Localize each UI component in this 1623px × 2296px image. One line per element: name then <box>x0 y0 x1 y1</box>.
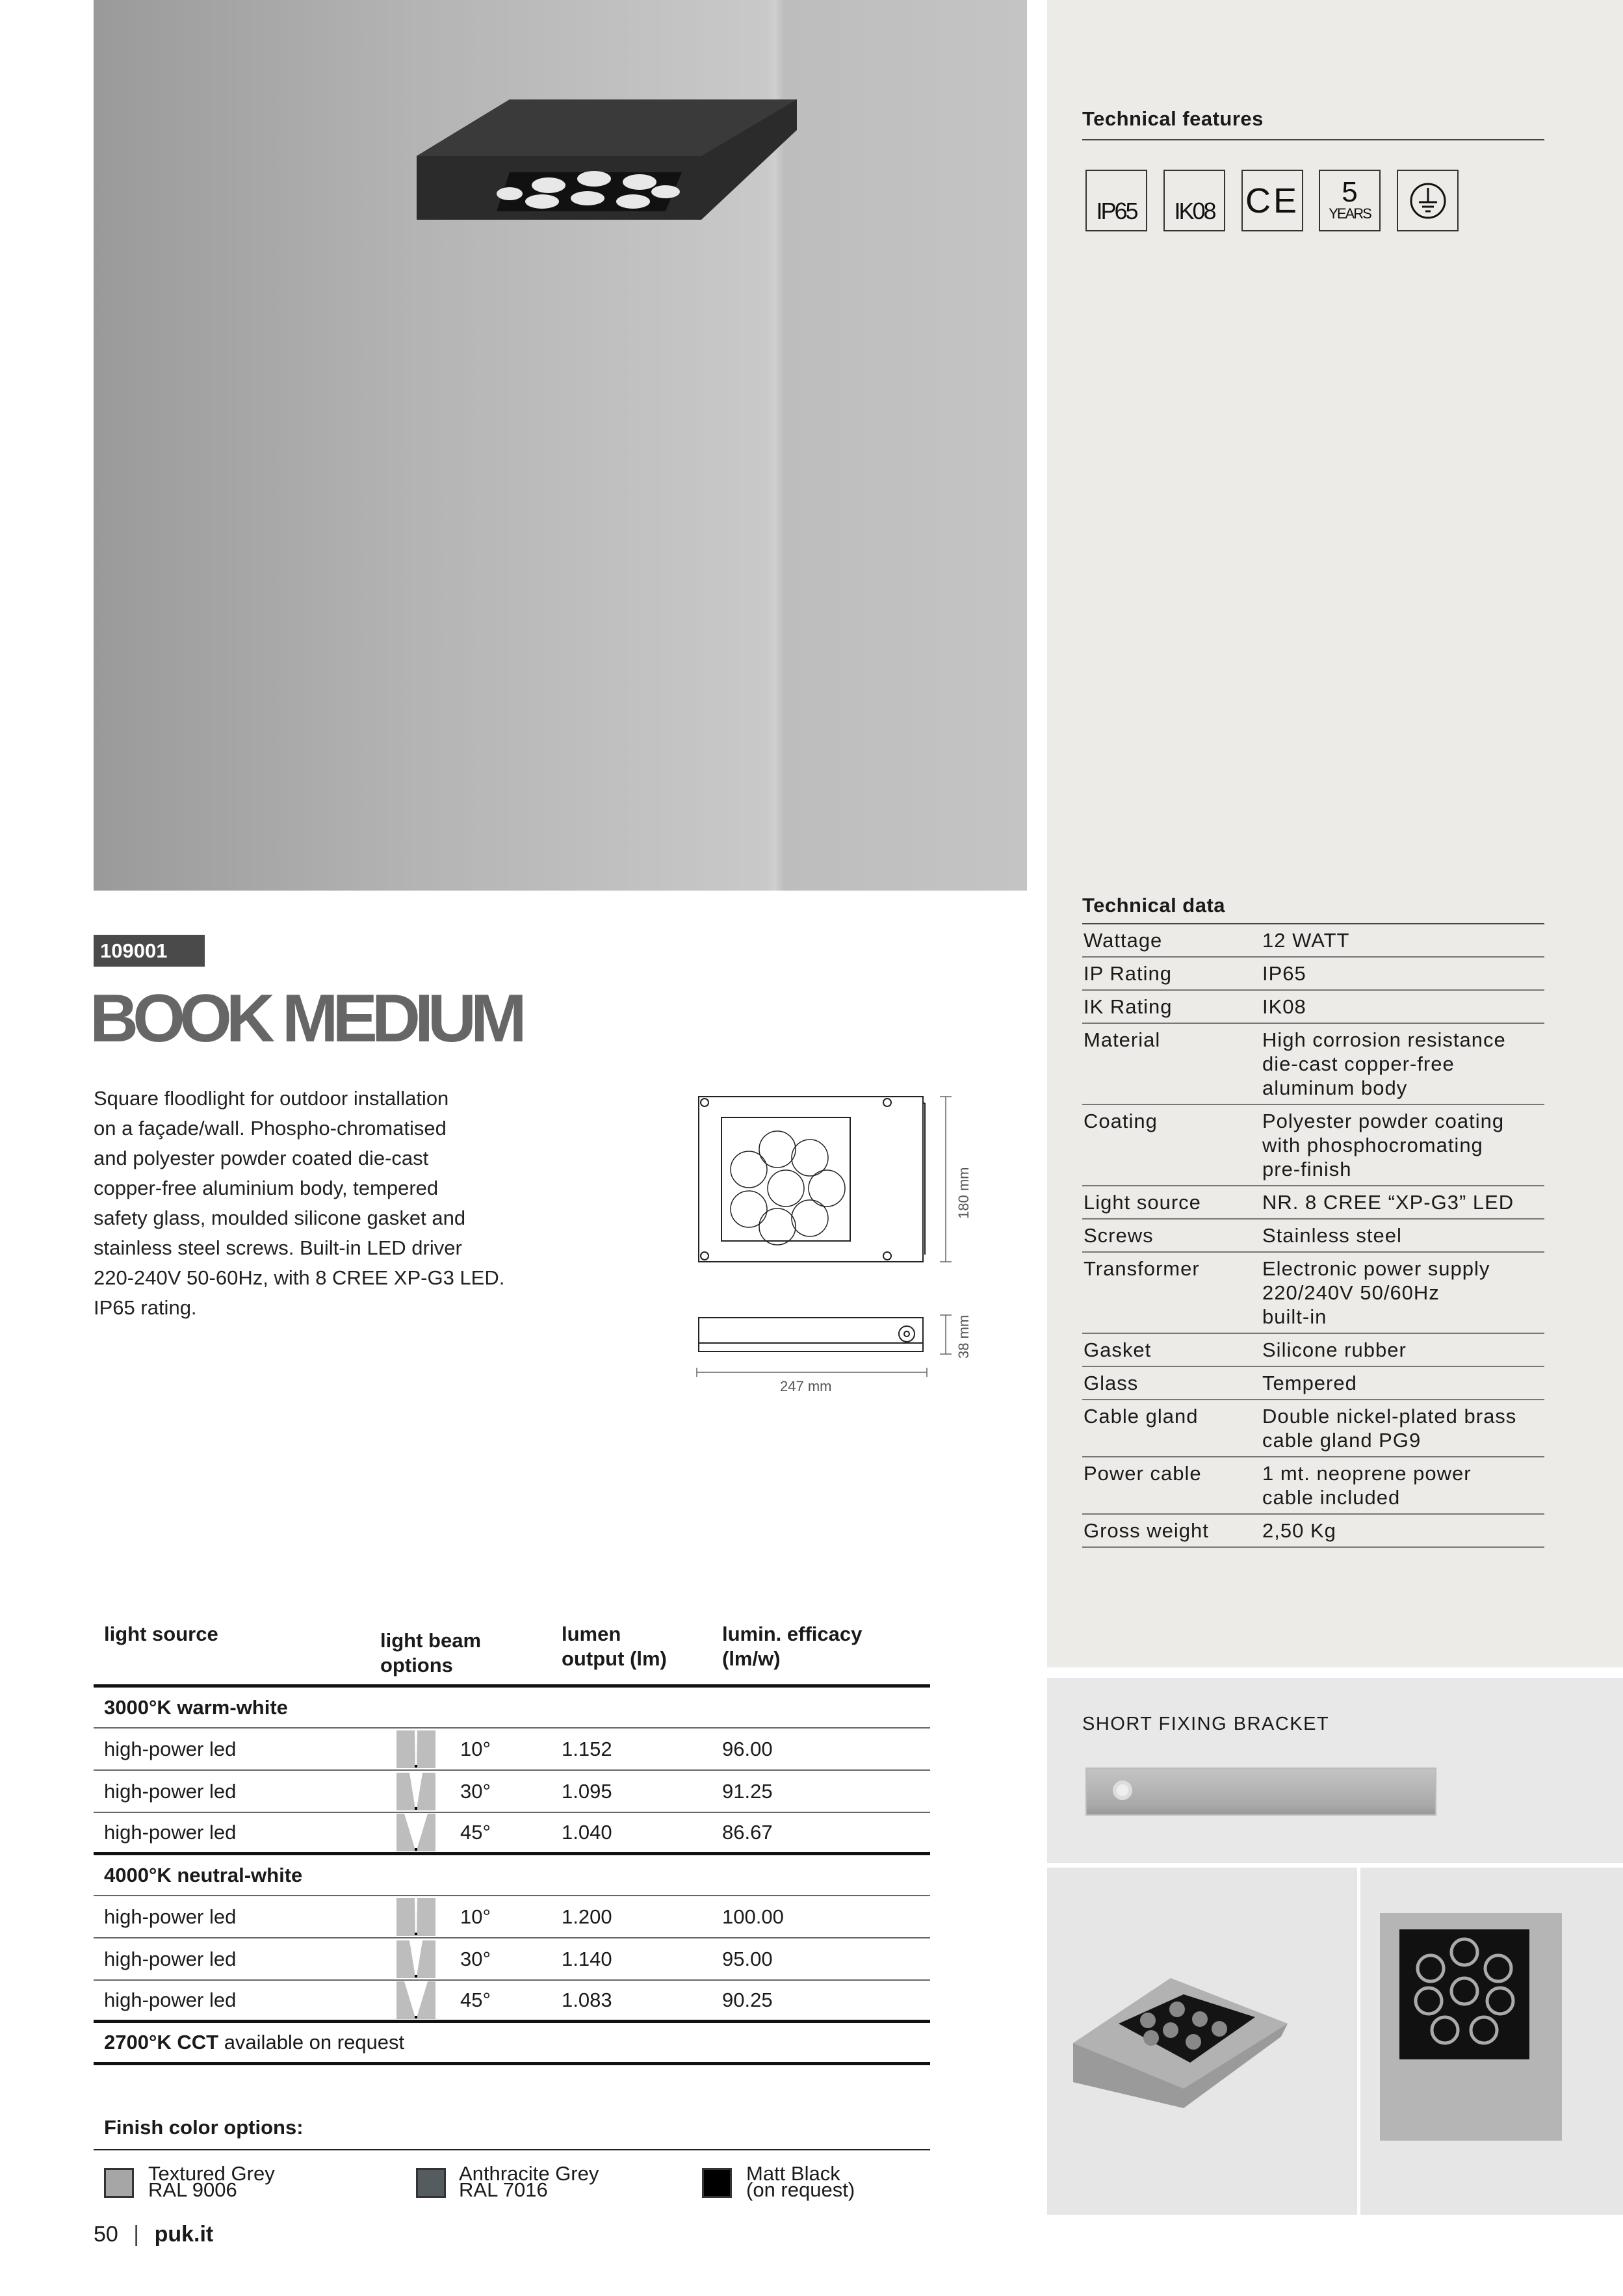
spec-label: IK Rating <box>1084 995 1173 1018</box>
light-source: high-power led <box>104 1779 237 1803</box>
spec-label: Power cable <box>1084 1462 1202 1485</box>
spec-row <box>1082 991 1544 1024</box>
ce-mark-icon: CE <box>1241 170 1303 231</box>
beam-angle-icon <box>396 1814 435 1851</box>
product-photo-angled <box>1047 1868 1357 2215</box>
light-source: high-power led <box>104 1989 237 2011</box>
beam-angle: 10° <box>460 1737 491 1760</box>
spec-label: Light source <box>1084 1191 1201 1214</box>
beam-angle-icon <box>396 1773 435 1810</box>
ip65-icon: IP65 <box>1085 170 1147 231</box>
luminous-efficacy: 86.67 <box>722 1821 773 1844</box>
finish-color-options <box>94 2116 930 2201</box>
technical-features-heading: Technical features <box>1082 107 1264 130</box>
light-source: high-power led <box>104 1737 237 1760</box>
right-spec-panel <box>1047 0 1623 1667</box>
spec-row <box>1082 1024 1544 1105</box>
cct-note: 2700°K CCT available on request <box>94 2023 930 2065</box>
light-source: high-power led <box>104 1905 237 1928</box>
table-header: light source light beam options lumen output (lm) lumin. efficacy (lm/w) <box>94 1622 930 1688</box>
light-source-table <box>94 1622 930 2065</box>
spec-value: NR. 8 CREE “XP-G3” LED <box>1262 1191 1514 1214</box>
spec-value: 2,50 Kg <box>1262 1519 1336 1542</box>
beam-angle-icon <box>396 1981 435 2019</box>
spec-label: IP Rating <box>1084 962 1172 985</box>
swatch-matt-black <box>702 2168 732 2198</box>
five-years-warranty-icon: 5 YEARS <box>1319 170 1381 231</box>
spec-label: Transformer <box>1084 1257 1200 1280</box>
color-temp-group: 4000°K neutral-white <box>94 1855 930 1896</box>
product-title: BOOK MEDIUM <box>90 981 521 1056</box>
spec-value: 12 WATT <box>1262 929 1350 952</box>
page-footer: 50 | puk.it <box>94 2222 214 2247</box>
product-code-badge: 109001 <box>94 935 205 967</box>
spec-row <box>1082 1220 1544 1253</box>
beam-angle: 10° <box>460 1905 491 1928</box>
lumen-output: 1.095 <box>562 1779 612 1803</box>
spec-value: Silicone rubber <box>1262 1338 1407 1361</box>
color-temp-group: 3000°K warm-white <box>94 1688 930 1729</box>
spec-label: Cable gland <box>1084 1405 1199 1428</box>
spec-value: Double nickel-plated brass cable gland PG9 <box>1262 1405 1517 1452</box>
light-source: high-power led <box>104 1947 237 1970</box>
spec-value: High corrosion resistance die-cast copper-free aluminum body <box>1262 1028 1506 1099</box>
spec-value: Stainless steel <box>1262 1224 1402 1247</box>
swatch-label: Anthracite Grey RAL 7016 <box>459 2162 599 2201</box>
spec-row <box>1082 1105 1544 1186</box>
table-row <box>94 1981 930 2023</box>
lumen-output: 1.200 <box>562 1905 612 1928</box>
lumen-output: 1.040 <box>562 1821 612 1844</box>
spec-label: Gasket <box>1084 1338 1152 1361</box>
beam-angle: 45° <box>460 1989 491 2011</box>
product-description: Square floodlight for outdoor installation on a façade/wall. Phospho-chromatised and polyester powder coated die-cast copper-free aluminium body, tempered safety glass, moulded silicone gasket and stainless steel screws. Built-in LED driver 220-240V 50-60Hz, with 8 CREE XP-G3 LED. IP65 rating. <box>94 1087 505 1319</box>
beam-angle: 30° <box>460 1779 491 1803</box>
lumen-output: 1.140 <box>562 1947 612 1970</box>
fixing-bracket-image <box>1085 1768 1436 1816</box>
table-row <box>94 1729 930 1771</box>
spec-label: Material <box>1084 1028 1161 1051</box>
height-dimension-label: 180 mm <box>955 1167 972 1219</box>
dimension-drawing <box>682 1066 975 1404</box>
spec-value: 1 mt. neoprene power cable included <box>1262 1462 1472 1509</box>
table-row <box>94 1896 930 1938</box>
luminous-efficacy: 100.00 <box>722 1905 784 1928</box>
table-row <box>94 1813 930 1855</box>
table-row <box>94 1938 930 1981</box>
luminous-efficacy: 91.25 <box>722 1779 773 1803</box>
width-dimension-label: 247 mm <box>780 1378 832 1394</box>
beam-angle: 45° <box>460 1821 491 1844</box>
finish-heading: Finish color options: <box>104 2116 304 2139</box>
spec-label: Screws <box>1084 1224 1154 1247</box>
spec-row <box>1082 1334 1544 1367</box>
spec-row <box>1082 1367 1544 1400</box>
technical-data-table <box>1082 923 1544 1548</box>
spec-row <box>1082 1457 1544 1515</box>
swatch-anthracite-grey <box>416 2168 446 2198</box>
spec-value: Tempered <box>1262 1372 1357 1394</box>
spec-value: Polyester powder coating with phosphocromating pre-finish <box>1262 1110 1505 1181</box>
wall-mounted-fixture-image <box>94 0 1027 891</box>
swatch-label: Matt Black (on request) <box>746 2162 855 2201</box>
beam-angle-icon <box>396 1898 435 1936</box>
spec-row <box>1082 1186 1544 1220</box>
product-photo-front <box>1360 1868 1623 2215</box>
beam-angle-icon <box>396 1940 435 1978</box>
luminous-efficacy: 96.00 <box>722 1737 773 1760</box>
spec-row <box>1082 1400 1544 1457</box>
beam-angle-icon <box>396 1730 435 1768</box>
luminous-efficacy: 90.25 <box>722 1989 773 2011</box>
ik08-icon: IK08 <box>1163 170 1225 231</box>
spec-row <box>1082 1515 1544 1548</box>
depth-dimension-label: 38 mm <box>955 1314 972 1359</box>
lumen-output: 1.083 <box>562 1989 612 2011</box>
technical-data-heading: Technical data <box>1082 894 1226 917</box>
divider <box>1082 139 1544 140</box>
spec-value: Electronic power supply 220/240V 50/60Hz built-in <box>1262 1257 1490 1328</box>
spec-label: Coating <box>1084 1110 1158 1132</box>
website-link[interactable]: puk.it <box>154 2222 214 2247</box>
hero-product-photo <box>94 0 1027 891</box>
swatch-textured-grey <box>104 2168 134 2198</box>
spec-row <box>1082 1253 1544 1334</box>
earth-ground-icon <box>1397 170 1459 231</box>
spec-label: Wattage <box>1084 929 1163 952</box>
page-number: 50 <box>94 2222 118 2247</box>
luminous-efficacy: 95.00 <box>722 1947 773 1970</box>
spec-row <box>1082 924 1544 958</box>
divider <box>94 2149 930 2150</box>
table-row <box>94 1771 930 1813</box>
spec-value: IP65 <box>1262 962 1306 985</box>
spec-label: Gross weight <box>1084 1519 1209 1542</box>
spec-row <box>1082 958 1544 991</box>
light-source: high-power led <box>104 1821 237 1844</box>
spec-value: IK08 <box>1262 995 1306 1018</box>
spec-label: Glass <box>1084 1372 1139 1394</box>
accessory-panel <box>1047 1678 1623 1863</box>
accessory-label: SHORT FIXING BRACKET <box>1082 1714 1330 1734</box>
swatch-label: Textured Grey RAL 9006 <box>148 2162 275 2201</box>
beam-angle: 30° <box>460 1947 491 1970</box>
lumen-output: 1.152 <box>562 1737 612 1760</box>
